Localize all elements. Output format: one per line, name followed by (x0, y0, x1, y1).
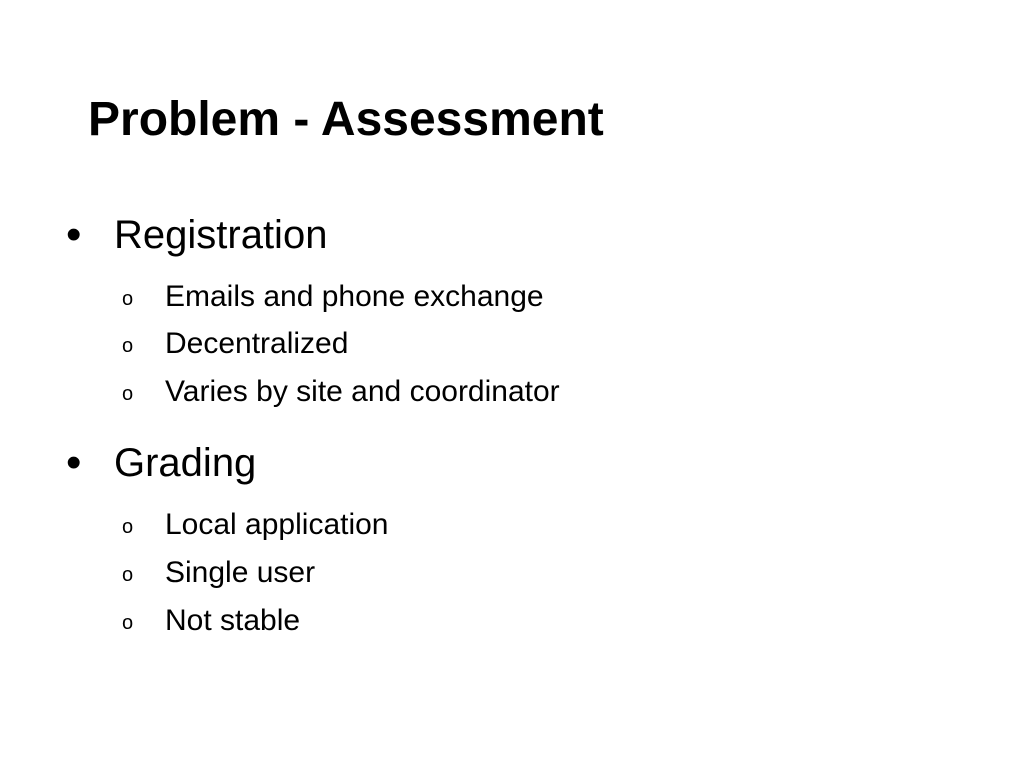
sub-item (122, 603, 922, 643)
bullet-label: Registration (114, 213, 328, 257)
slide-title: Problem - Assessment (88, 93, 604, 146)
sub-item (122, 279, 922, 319)
bullet-registration (66, 210, 966, 270)
circle-bullet-icon: o (122, 612, 134, 634)
sub-item-label: Emails and phone exchange (165, 280, 544, 313)
sub-item-label: Local application (165, 508, 389, 541)
sub-item (122, 555, 922, 595)
sub-item (122, 374, 922, 414)
bullet-dot-icon: • (66, 210, 82, 259)
bullet-dot-icon: • (66, 438, 82, 487)
circle-bullet-icon: o (122, 288, 134, 310)
circle-bullet-icon: o (122, 564, 134, 586)
bullet-label: Grading (114, 441, 257, 485)
circle-bullet-icon: o (122, 335, 134, 357)
circle-bullet-icon: o (122, 516, 134, 538)
sub-item-label: Varies by site and coordinator (165, 375, 560, 408)
bullet-grading (66, 438, 966, 498)
circle-bullet-icon: o (122, 383, 134, 405)
sub-item-label: Decentralized (165, 327, 349, 360)
sub-item-label: Not stable (165, 604, 301, 637)
sub-item (122, 507, 922, 547)
sub-item (122, 326, 922, 366)
sub-item-label: Single user (165, 556, 316, 589)
